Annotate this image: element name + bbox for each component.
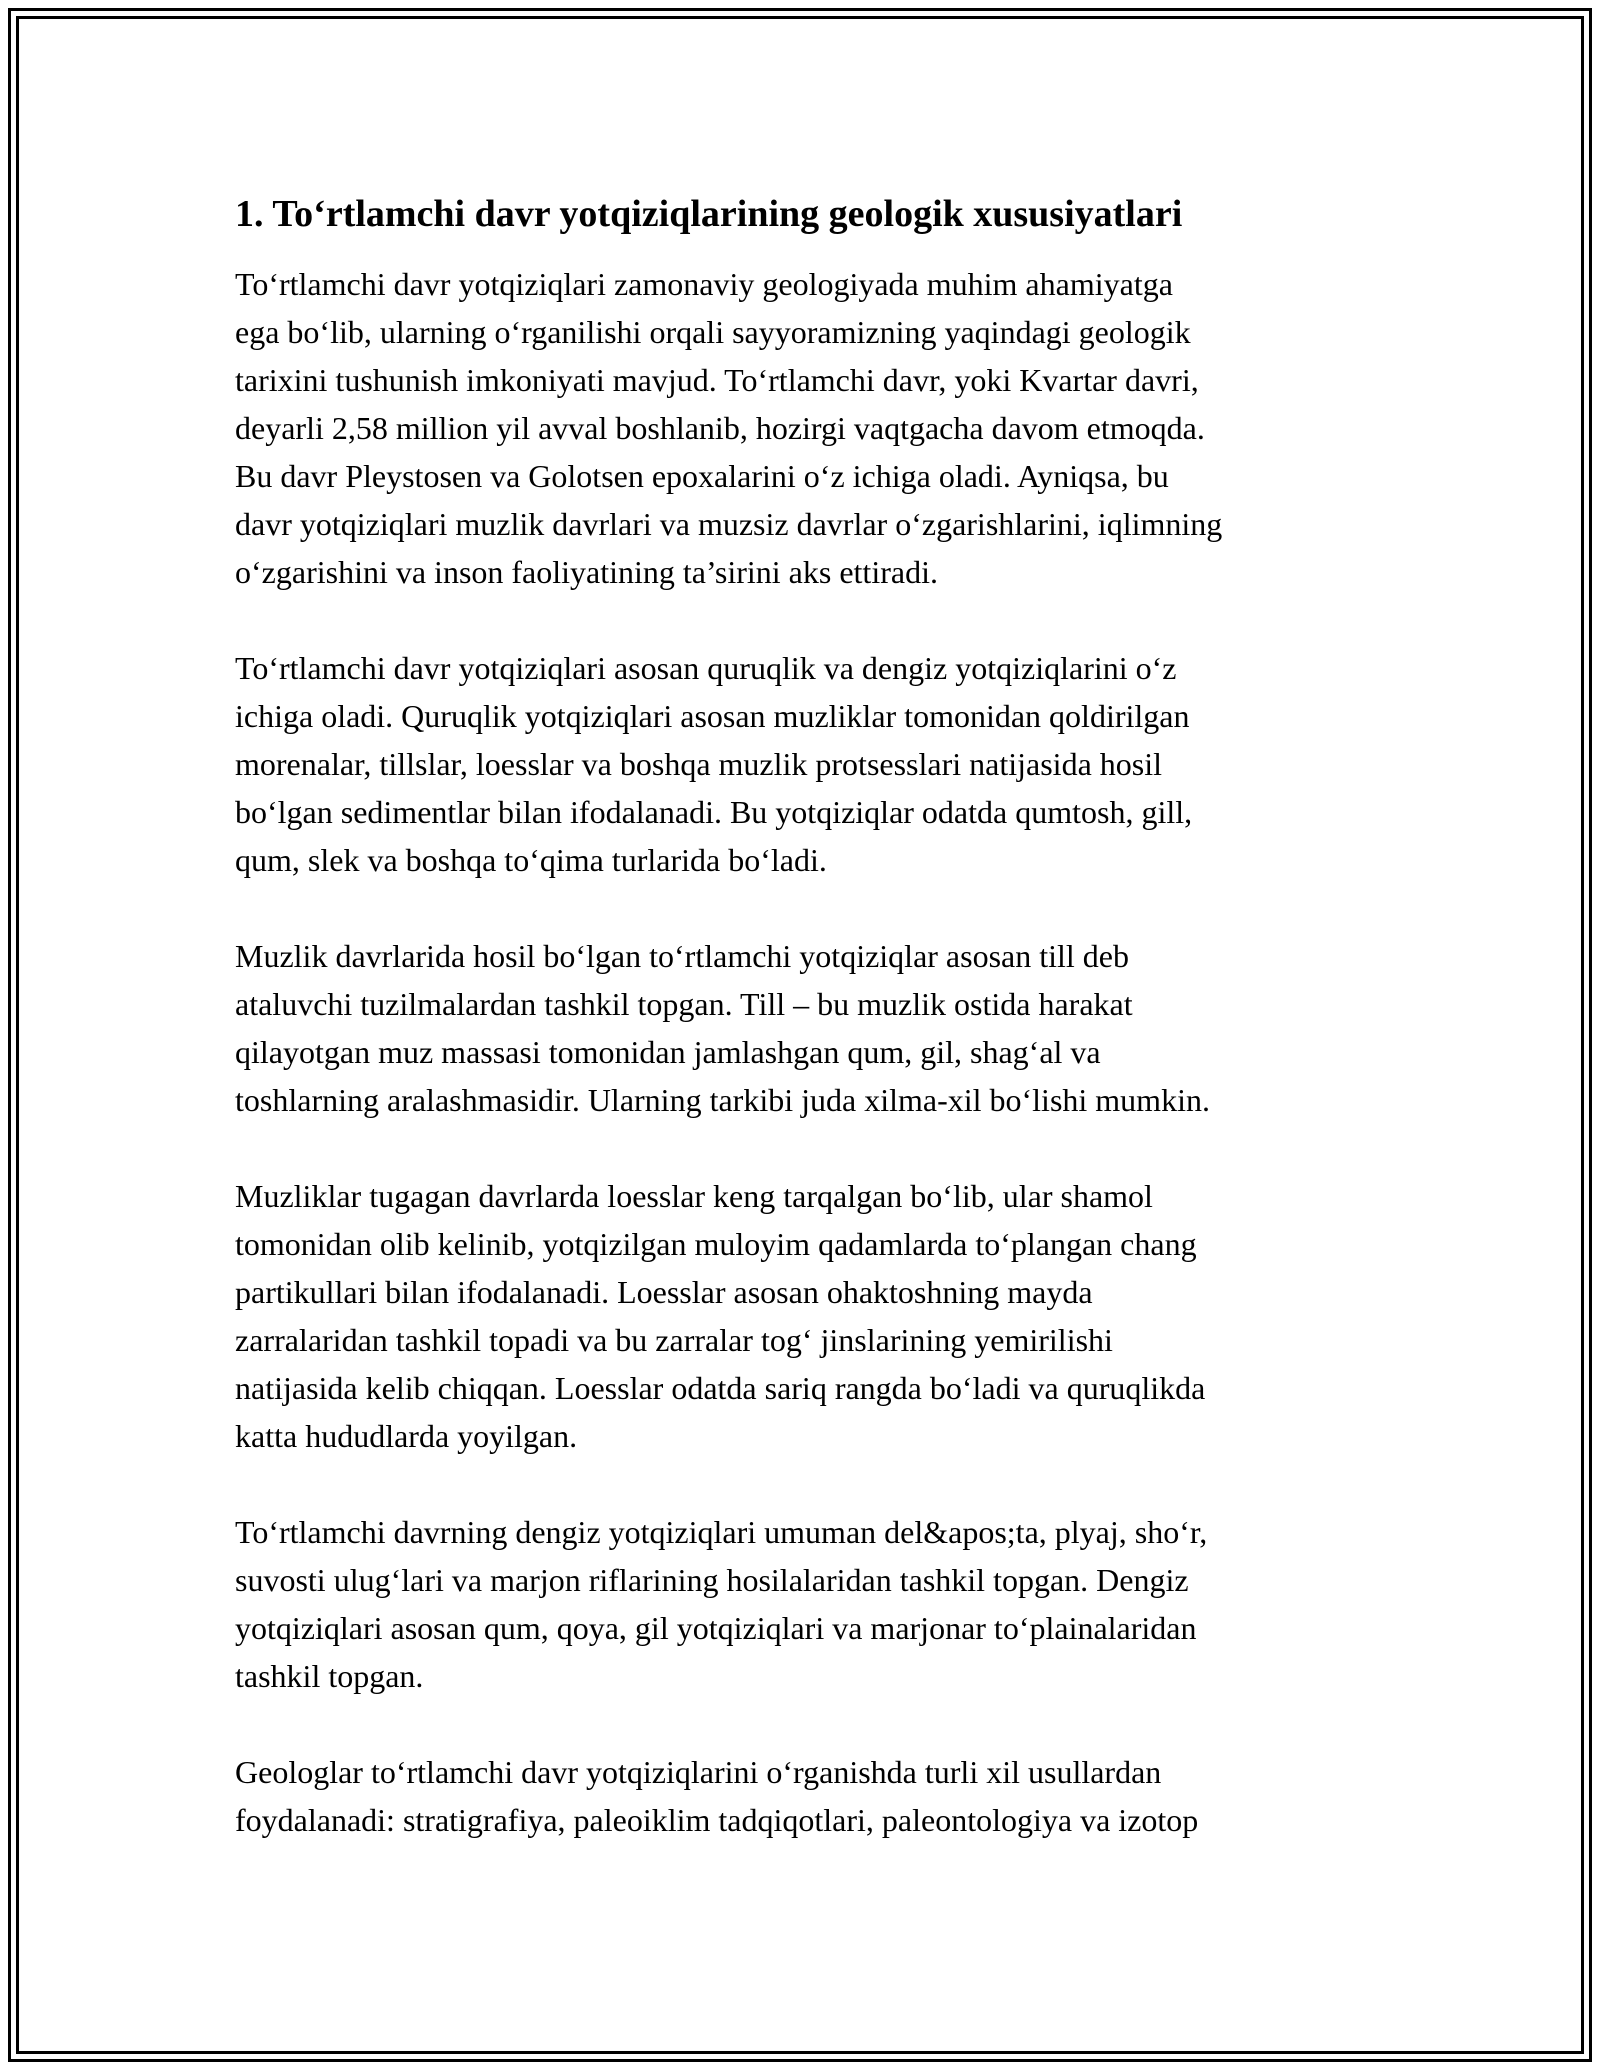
text-line: Muzlik davrlarida hosil bo‘lgan to‘rtlamchi yotqiziqlar asosan till deb bbox=[235, 938, 1129, 974]
text-line: morenalar, tillslar, loesslar va boshqa muzlik protsesslari natijasida hosil bbox=[235, 746, 1162, 782]
text-line: To‘rtlamchi davr yotqiziqlari asosan quruqlik va dengiz yotqiziqlarini o‘z bbox=[235, 650, 1177, 686]
text-line: qilayotgan muz massasi tomonidan jamlashgan qum, gil, shag‘al va bbox=[235, 1034, 1101, 1070]
paragraph-till bbox=[235, 932, 1375, 1124]
text-line: tarixini tushunish imkoniyati mavjud. To‘rtlamchi davr, yoki Kvartar davri, bbox=[235, 362, 1199, 398]
text-line: tashkil topgan. bbox=[235, 1658, 424, 1694]
text-line: tomonidan olib kelinib, yotqizilgan muloyim qadamlarda to‘plangan chang bbox=[235, 1226, 1197, 1262]
text-line: To‘rtlamchi davr yotqiziqlari zamonaviy geologiyada muhim ahamiyatga bbox=[235, 266, 1173, 302]
text-line: o‘zgarishini va inson faoliyatining ta’sirini aks ettiradi. bbox=[235, 554, 938, 590]
paragraph-loess bbox=[235, 1172, 1375, 1460]
text-line: katta hududlarda yoyilgan. bbox=[235, 1418, 578, 1454]
text-line: zarralaridan tashkil topadi va bu zarralar tog‘ jinslarining yemirilishi bbox=[235, 1322, 1113, 1358]
text-line: ataluvchi tuzilmalardan tashkil topgan. Till – bu muzlik ostida harakat bbox=[235, 986, 1133, 1022]
text-line: suvosti ulug‘lari va marjon riflarining hosilalaridan tashkil topgan. Dengiz bbox=[235, 1562, 1189, 1598]
text-line: foydalanadi: stratigrafiya, paleoiklim tadqiqotlari, paleontologiya va izotop bbox=[235, 1802, 1199, 1838]
text-line: To‘rtlamchi davrning dengiz yotqiziqlari umuman del&apos;ta, plyaj, sho‘r, bbox=[235, 1514, 1208, 1550]
text-line: Bu davr Pleystosen va Golotsen epoxalarini o‘z ichiga oladi. Ayniqsa, bu bbox=[235, 458, 1169, 494]
paragraph-land-sea-deposits bbox=[235, 644, 1375, 884]
text-line: partikullari bilan ifodalanadi. Loesslar asosan ohaktoshning mayda bbox=[235, 1274, 1093, 1310]
paragraph-marine-deposits bbox=[235, 1508, 1375, 1700]
text-line: yotqiziqlari asosan qum, qoya, gil yotqiziqlari va marjonar to‘plainalaridan bbox=[235, 1610, 1197, 1646]
text-line: Muzliklar tugagan davrlarda loesslar keng tarqalgan bo‘lib, ular shamol bbox=[235, 1178, 1153, 1214]
paragraph-research-methods bbox=[235, 1748, 1375, 1844]
text-line: ichiga oladi. Quruqlik yotqiziqlari asosan muzliklar tomonidan qoldirilgan bbox=[235, 698, 1190, 734]
paragraph-intro bbox=[235, 260, 1375, 596]
text-line: davr yotqiziqlari muzlik davrlari va muzsiz davrlar o‘zgarishlarini, iqlimning bbox=[235, 506, 1223, 542]
text-line: deyarli 2,58 million yil avval boshlanib, hozirgi vaqtgacha davom etmoqda. bbox=[235, 410, 1205, 446]
text-line: bo‘lgan sedimentlar bilan ifodalanadi. Bu yotqiziqlar odatda qumtosh, gill, bbox=[235, 794, 1193, 830]
text-line: ega bo‘lib, ularning o‘rganilishi orqali sayyoramizning yaqindagi geologik bbox=[235, 314, 1191, 350]
text-line: Geologlar to‘rtlamchi davr yotqiziqlarini o‘rganishda turli xil usullardan bbox=[235, 1754, 1162, 1790]
section-heading: 1. To‘rtlamchi davr yotqiziqlarining geologik xususiyatlari bbox=[235, 193, 1183, 235]
text-line: toshlarning aralashmasidir. Ularning tarkibi juda xilma-xil bo‘lishi mumkin. bbox=[235, 1082, 1210, 1118]
text-line: natijasida kelib chiqqan. Loesslar odatda sariq rangda bo‘ladi va quruqlikda bbox=[235, 1370, 1206, 1406]
document-body bbox=[235, 186, 1375, 1892]
text-line: qum, slek va boshqa to‘qima turlarida bo‘ladi. bbox=[235, 842, 827, 878]
